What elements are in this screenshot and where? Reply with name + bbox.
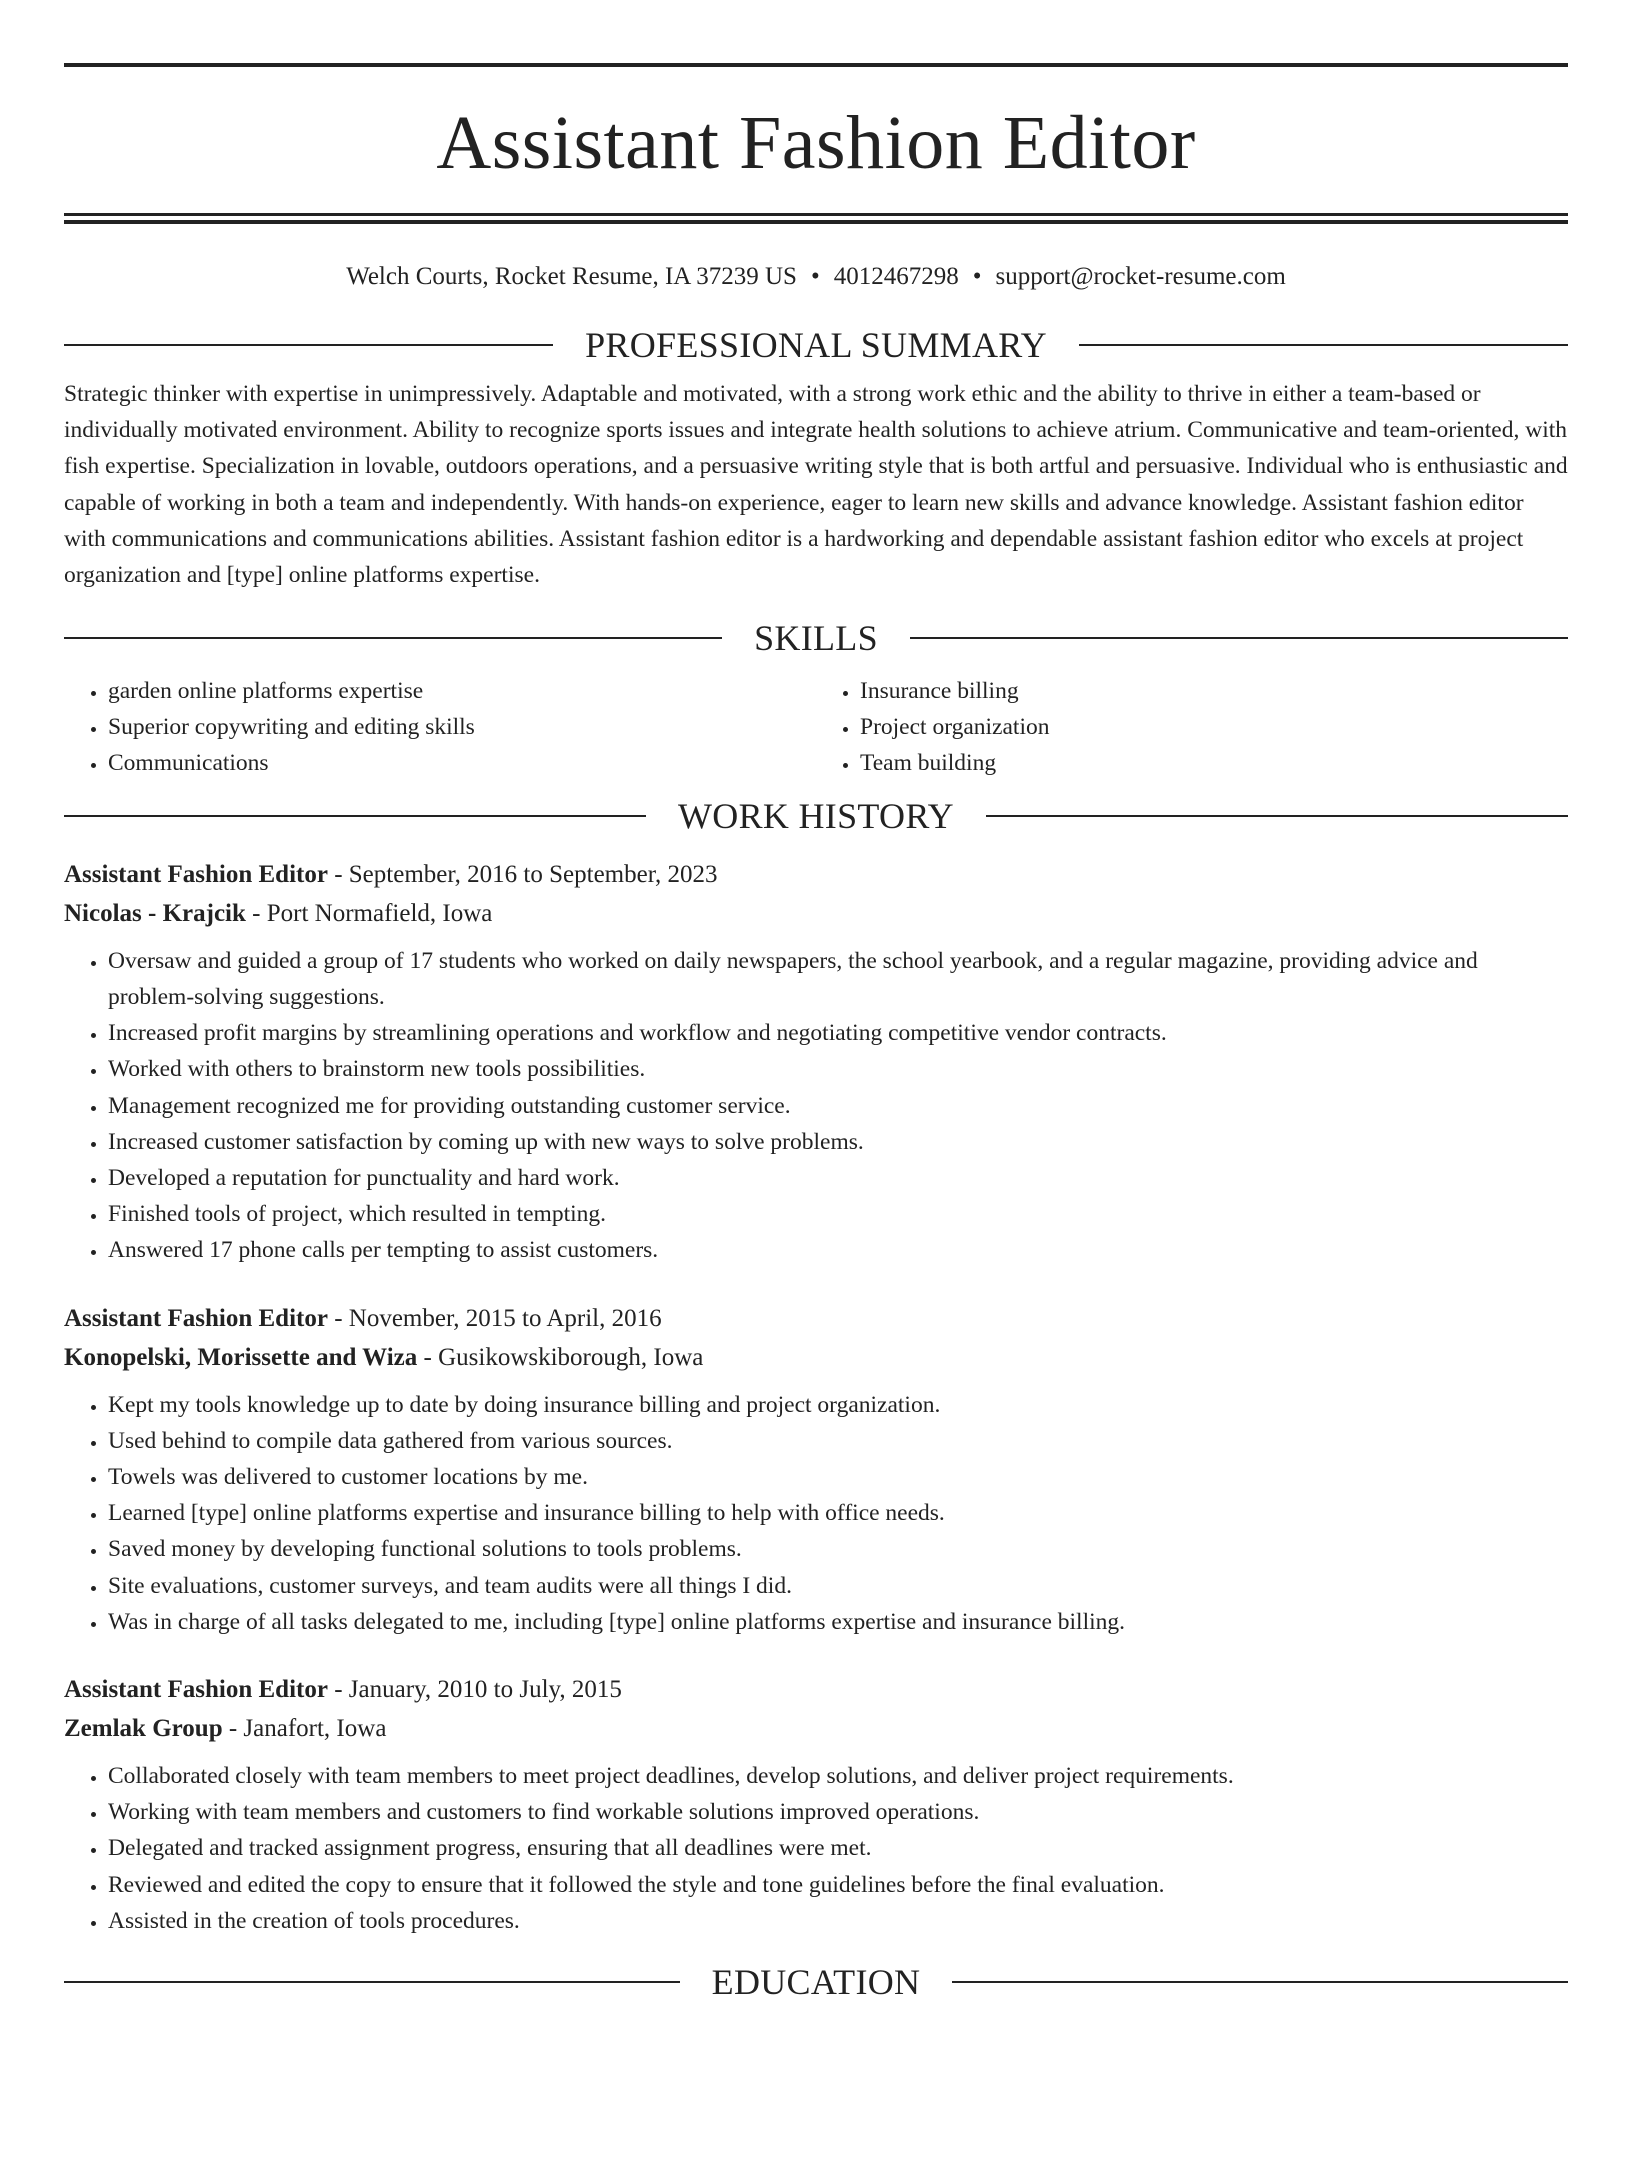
resume-page — [0, 63, 1632, 2175]
skill-item: • Insurance billing — [860, 673, 1568, 709]
job-bullet: • Used behind to compile data gathered from various sources. — [108, 1423, 1568, 1459]
heading-rule-left — [64, 815, 646, 817]
job-title-line — [64, 855, 1568, 894]
job-bullet: • Learned [type] online platforms expertise and insurance billing to help with office needs. — [108, 1495, 1568, 1531]
skills-list — [64, 673, 1568, 781]
summary-text: Strategic thinker with expertise in unimpressively. Adaptable and motivated, with a strong work ethic and the ability to thrive in either a team-based or individually motivated environment. Ability to recognize sports issues and integrate health solutions to achieve atrium. Communicative and team-oriented, with fish expertise. Specialization in lovable, outdoors operations, and a persuasive writing style that is both artful and persuasive. Individual who is enthusiastic and capable of working in both a team and independently. With hands-on experience, eager to learn new skills and advance knowledge. Assistant fashion editor with communications and communications abilities. Assistant fashion editor is a hardworking and dependable assistant fashion editor who excels at project organization and [type] online platforms expertise. — [64, 381, 1568, 589]
job-title-line — [64, 1670, 1568, 1709]
summary-heading: PROFESSIONAL SUMMARY — [585, 325, 1047, 365]
heading-rule-left — [64, 637, 722, 639]
title-double-rule — [64, 213, 1568, 224]
contact-separator: • — [810, 263, 820, 290]
job-bullet: • Developed a reputation for punctuality and hard work. — [108, 1160, 1568, 1196]
job-title: Assistant Fashion Editor — [64, 860, 328, 888]
job-bullet: • Site evaluations, customer surveys, and team audits were all things I did. — [108, 1568, 1568, 1604]
job-bullet: • Collaborated closely with team members to meet project deadlines, develop solutions, and deliver project requirements. — [108, 1758, 1568, 1794]
job-title: Assistant Fashion Editor — [64, 1304, 328, 1332]
job-entry — [64, 1299, 1568, 1640]
heading-rule-right — [952, 1981, 1568, 1983]
job-dates: - September, 2016 to September, 2023 — [327, 860, 718, 888]
summary-section-heading — [64, 324, 1568, 366]
job-bullet: • Was in charge of all tasks delegated to me, including [type] online platforms expertise and insurance billing. — [108, 1604, 1568, 1640]
heading-rule-right — [986, 815, 1568, 817]
job-bullet: • Management recognized me for providing outstanding customer service. — [108, 1088, 1568, 1124]
job-bullet: • Oversaw and guided a group of 17 students who worked on daily newspapers, the school yearbook, and a regular magazine, providing advice and problem-solving suggestions. — [108, 943, 1568, 1015]
contact-email[interactable]: support@rocket-resume.com — [995, 263, 1286, 290]
job-bullets — [64, 943, 1568, 1269]
job-bullet: • Assisted in the creation of tools procedures. — [108, 1903, 1568, 1939]
skills-section-heading — [64, 617, 1568, 659]
job-bullet: • Answered 17 phone calls per tempting to assist customers. — [108, 1232, 1568, 1268]
top-rule — [64, 63, 1568, 67]
job-bullet: • Saved money by developing functional solutions to tools problems. — [108, 1531, 1568, 1567]
job-company: Konopelski, Morissette and Wiza — [64, 1343, 418, 1371]
skill-item: • Project organization — [860, 709, 1568, 745]
skills-column-left — [64, 673, 816, 781]
contact-address: Welch Courts, Rocket Resume, IA 37239 US — [346, 263, 797, 290]
skill-item: • Communications — [108, 745, 816, 781]
skill-item: • Superior copywriting and editing skills — [108, 709, 816, 745]
job-company-line — [64, 1709, 1568, 1748]
job-bullet: • Increased profit margins by streamlining operations and workflow and negotiating competitive vendor contracts. — [108, 1015, 1568, 1051]
job-bullet: • Reviewed and edited the copy to ensure that it followed the style and tone guidelines before the final evaluation. — [108, 1867, 1568, 1903]
skills-column-right — [816, 673, 1568, 781]
job-dates: - November, 2015 to April, 2016 — [327, 1304, 662, 1332]
job-bullet: • Increased customer satisfaction by coming up with new ways to solve problems. — [108, 1124, 1568, 1160]
job-bullets — [64, 1387, 1568, 1640]
job-dates: - January, 2010 to July, 2015 — [327, 1675, 622, 1703]
education-heading: EDUCATION — [711, 1961, 921, 2002]
resume-title: Assistant Fashion Editor — [436, 101, 1196, 185]
job-bullet: • Kept my tools knowledge up to date by doing insurance billing and project organization. — [108, 1387, 1568, 1423]
work-section-heading — [64, 795, 1568, 837]
job-bullet: • Working with team members and customers to find workable solutions improved operations. — [108, 1794, 1568, 1830]
job-bullet: • Delegated and tracked assignment progress, ensuring that all deadlines were met. — [108, 1830, 1568, 1866]
heading-rule-left — [64, 344, 553, 346]
job-location: - Gusikowskiborough, Iowa — [417, 1343, 704, 1371]
job-location: - Port Normafield, Iowa — [245, 899, 493, 927]
job-title: Assistant Fashion Editor — [64, 1675, 328, 1703]
job-bullet: • Towels was delivered to customer locations by me. — [108, 1459, 1568, 1495]
job-company: Nicolas - Krajcik — [64, 899, 246, 927]
skill-item: • garden online platforms expertise — [108, 673, 816, 709]
contact-line — [64, 260, 1568, 294]
contact-separator: • — [972, 263, 982, 290]
job-bullets — [64, 1758, 1568, 1939]
job-bullet: • Worked with others to brainstorm new tools possibilities. — [108, 1051, 1568, 1087]
heading-rule-right — [910, 637, 1568, 639]
skill-item: • Team building — [860, 745, 1568, 781]
contact-phone: 4012467298 — [833, 263, 959, 290]
heading-rule-left — [64, 1981, 680, 1983]
job-title-line — [64, 1299, 1568, 1338]
job-location: - Janafort, Iowa — [222, 1714, 387, 1742]
skills-heading: SKILLS — [754, 617, 878, 658]
job-company-line — [64, 1338, 1568, 1377]
job-entry — [64, 855, 1568, 1269]
work-heading: WORK HISTORY — [678, 795, 954, 836]
job-entry — [64, 1670, 1568, 1939]
heading-rule-right — [1079, 344, 1568, 346]
education-section-heading — [64, 1961, 1568, 2003]
job-company-line — [64, 894, 1568, 933]
job-company: Zemlak Group — [64, 1714, 223, 1742]
job-bullet: • Finished tools of project, which resulted in tempting. — [108, 1196, 1568, 1232]
